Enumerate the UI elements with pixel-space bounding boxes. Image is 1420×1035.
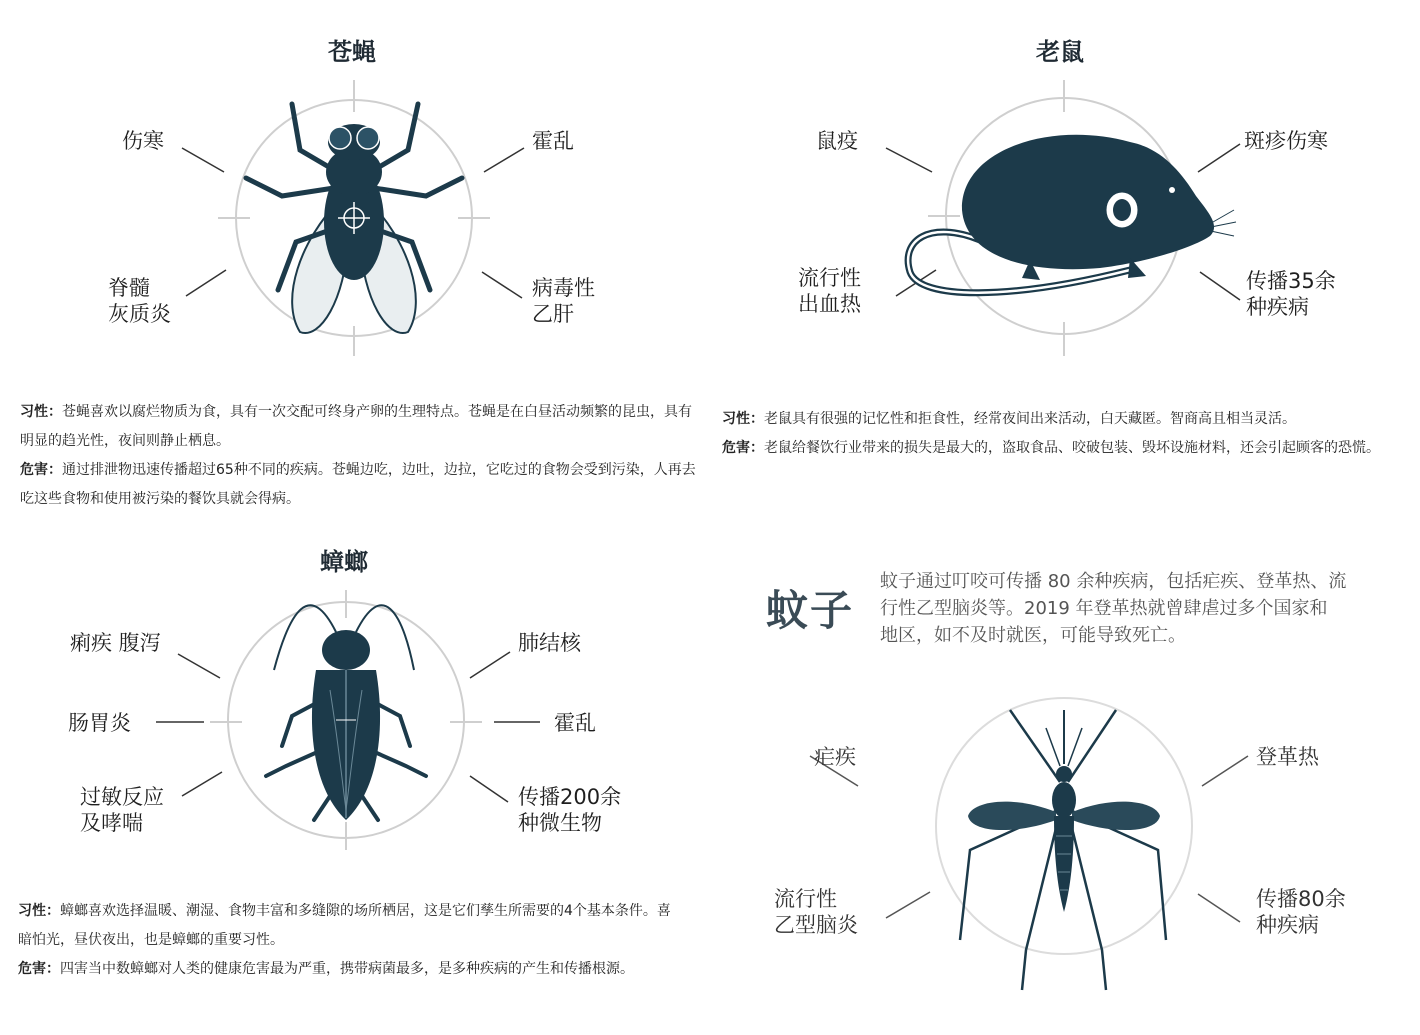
fly-description [20,398,696,514]
cockroach-label-tuberculosis: 肺结核 [518,631,581,655]
rat-title: 老鼠 [1036,38,1084,66]
rat-label-plague: 鼠疫 [816,129,858,153]
fly-label-hepatitis-line2: 乙肝 [532,302,574,326]
fly-label-typhoid: 伤寒 [122,129,164,153]
mosquito-panel [710,520,1420,1035]
rat-harm-text: 老鼠给餐饮行业带来的损失是最大的，盗取食品、咬破包装、毁坏设施材料，还会引起顾客的恐慌。 [764,440,1380,456]
cockroach-label-allergy [80,784,164,836]
fly-label-polio [108,275,171,327]
mosquito-label-encephalitis-line2: 乙型脑炎 [774,913,858,937]
rat-label-hemorrhagic-fever [798,265,861,317]
mosquito-description-line3: 地区，如不及时就医，可能导致死亡。 [880,625,1186,646]
cockroach-habit-label: 习性： [18,903,60,919]
cockroach-description [18,897,680,984]
mosquito-label-80-diseases-line1: 传播80余 [1256,887,1346,911]
rat-label-typhus: 斑疹伤寒 [1244,129,1328,153]
mosquito-label-malaria: 疟疾 [814,745,856,769]
cockroach-label-cholera: 霍乱 [554,711,596,735]
mosquito-title: 蚊子 [766,586,855,635]
rat-habit-label: 习性： [722,411,764,427]
fly-label-hepatitis-line1: 病毒性 [532,276,595,300]
mosquito-description-line2: 行性乙型脑炎等。2019 年登革热就曾肆虐过多个国家和 [880,598,1328,619]
rat-illustration [710,0,1420,380]
cockroach-harm-text: 四害当中数蟑螂对人类的健康危害最为严重，携带病菌最多，是多种疾病的产生和传播根源。 [60,961,634,977]
fly-label-polio-line1: 脊髓 [108,276,150,300]
cockroach-label-200-microbes [518,784,621,836]
cockroach-label-gastroenteritis: 肠胃炎 [68,711,131,735]
fly-harm-text: 通过排泄物迅速传播超过65种不同的疾病。苍蝇边吃，边吐，边拉，它吃过的食物会受到污染，人再去吃这些食物和使用被污染的餐饮具就会得病。 [20,462,696,507]
rat-description [722,405,1418,463]
fly-title: 苍蝇 [328,38,376,66]
cockroach-label-allergy-line2: 及哮喘 [80,811,143,835]
mosquito-label-80-diseases-line2: 种疾病 [1256,913,1319,937]
fly-label-cholera: 霍乱 [532,129,574,153]
mosquito-label-encephalitis [774,886,858,938]
rat-label-hemorrhagic-fever-line1: 流行性 [798,266,861,290]
fly-habit-label: 习性： [20,404,62,420]
cockroach-panel [0,520,710,1035]
fly-harm-label: 危害： [20,462,62,478]
fly-habit-text: 苍蝇喜欢以腐烂物质为食，具有一次交配可终身产卵的生理特点。苍蝇是在白昼活动频繁的昆虫，具有明显的趋光性，夜间则静止栖息。 [20,404,692,449]
cockroach-label-200-microbes-line2: 种微生物 [518,811,602,835]
cockroach-harm-label: 危害： [18,961,60,977]
rat-panel [710,0,1420,520]
rat-habit-text: 老鼠具有很强的记忆性和拒食性，经常夜间出来活动，白天藏匿。智商高且相当灵活。 [764,411,1296,427]
mosquito-label-80-diseases [1256,886,1346,938]
rat-label-hemorrhagic-fever-line2: 出血热 [798,292,861,316]
fly-label-polio-line2: 灰质炎 [108,302,171,326]
fly-panel [0,0,710,520]
mosquito-illustration [710,520,1420,1035]
rat-label-35-diseases [1246,268,1336,320]
mosquito-label-encephalitis-line1: 流行性 [774,887,837,911]
fly-illustration [0,0,710,380]
cockroach-habit-text: 蟑螂喜欢选择温暖、潮湿、食物丰富和多缝隙的场所栖居，这是它们孳生所需要的4个基本条件。喜暗怕光，昼伏夜出，也是蟑螂的重要习性。 [18,903,671,948]
mosquito-label-dengue: 登革热 [1256,745,1319,769]
rat-label-35-diseases-line1: 传播35余 [1246,269,1336,293]
cockroach-label-dysentery: 痢疾 腹泻 [70,631,161,655]
cockroach-label-200-microbes-line1: 传播200余 [518,785,622,809]
cockroach-title: 蟑螂 [320,548,368,576]
fly-label-hepatitis [532,275,595,327]
rat-harm-label: 危害： [722,440,764,456]
cockroach-label-allergy-line1: 过敏反应 [80,785,164,809]
rat-label-35-diseases-line2: 种疾病 [1246,295,1309,319]
mosquito-description-line1: 蚊子通过叮咬可传播 80 余种疾病，包括疟疾、登革热、流 [880,571,1347,592]
